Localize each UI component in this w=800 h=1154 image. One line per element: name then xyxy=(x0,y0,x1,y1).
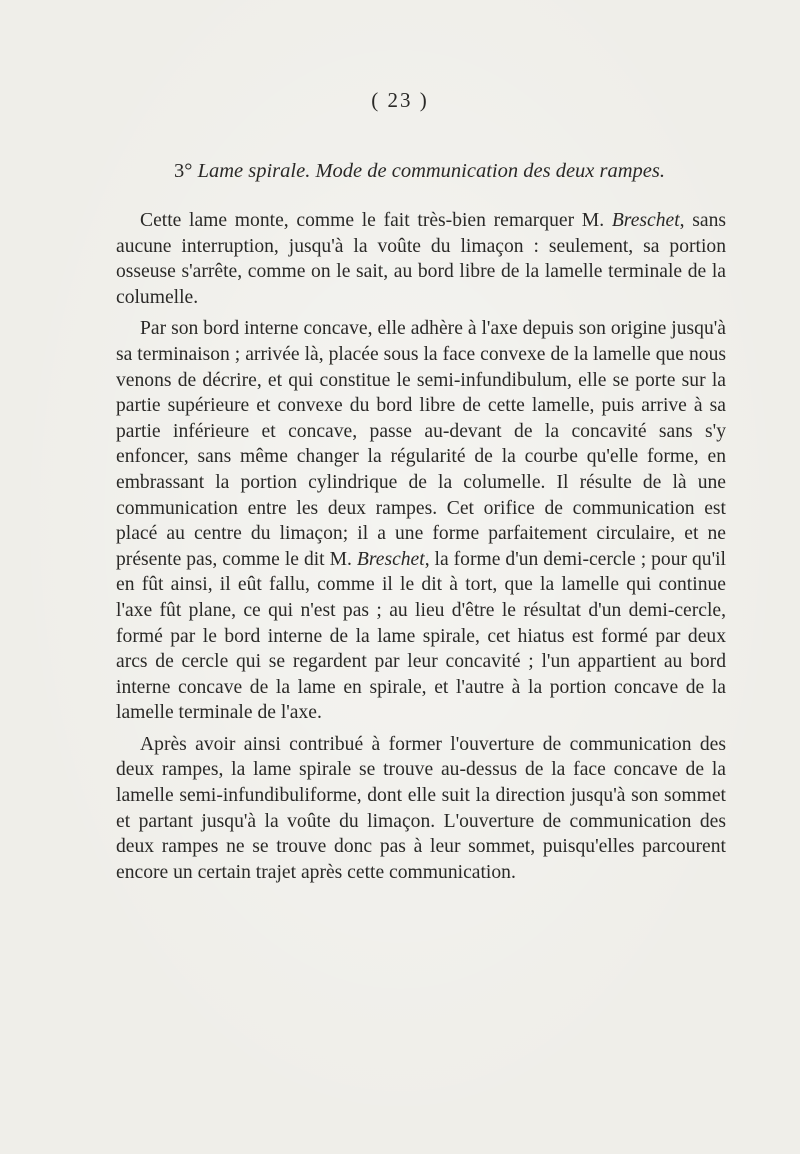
author-name: Breschet xyxy=(356,548,425,570)
paragraph-text: Par son bord interne concave, elle adhère à l'axe depuis son origine jusqu'à sa terminaison ; arrivée là, placée sous la face convexe de la lamelle que nous venons de décrire, et qui constitue le semi-infundibulum, elle se porte sur la partie supérieure et convexe du bord libre de cette lamelle, puis arrive à sa partie inférieure et concave, passe au-devant de la concavité sans s'y enfoncer, sans même changer la régularité de la courbe qu'elle forme, en embrassant la portion cylindrique de la columelle. Il résulte de là une communication entre les deux rampes. Cet orifice de communication est placé au centre du limaçon; il a une forme parfaitement circulaire, et ne présente pas, comme le dit M. xyxy=(116,318,726,570)
paragraph-2 xyxy=(116,316,726,726)
paragraph-1 xyxy=(116,208,726,310)
section-number: 3° xyxy=(174,160,193,182)
section-heading xyxy=(174,160,734,183)
paragraph-3 xyxy=(116,732,726,886)
paragraph-text: , sans aucune interruption, jusqu'à la voûte du limaçon : seulement, sa portion osseuse s'arrête, comme on le sait, au bord libre de la lamelle terminale de la columelle. xyxy=(116,210,726,308)
body-text xyxy=(116,208,726,891)
author-name: Breschet xyxy=(611,210,680,231)
section-title: Lame spirale. Mode de communication des deux rampes. xyxy=(197,160,666,182)
paragraph-text: Cette lame monte, comme le fait très-bien remarquer M. xyxy=(140,210,612,231)
page-number: ( 23 ) xyxy=(371,88,429,112)
paragraph-text: Après avoir ainsi contribué à former l'ouverture de communication des deux rampes, la lame spirale se trouve au-dessus de la face concave de la lamelle semi-infundibuliforme, dont elle suit la direction jusqu'à son sommet et partant jusqu'à la voûte du limaçon. L'ouverture de communication des deux rampes ne se trouve donc pas à leur sommet, puisqu'elles parcourent encore un certain trajet après cette communication. xyxy=(116,733,726,883)
paragraph-text: , la forme d'un demi-cercle ; pour qu'il en fût ainsi, il eût fallu, comme il le dit à tort, que la lamelle qui continue l'axe fût plane, ce qui n'est pas ; au lieu d'être le résultat d'un demi-cercle, formé par le bord interne de la lame spirale, cet hiatus est formé par deux arcs de cercle qui se regardent par leur concavité ; l'un appartient au bord interne concave de la lame en spirale, et l'autre à la portion concave de la lamelle terminale de l'axe. xyxy=(116,548,726,724)
